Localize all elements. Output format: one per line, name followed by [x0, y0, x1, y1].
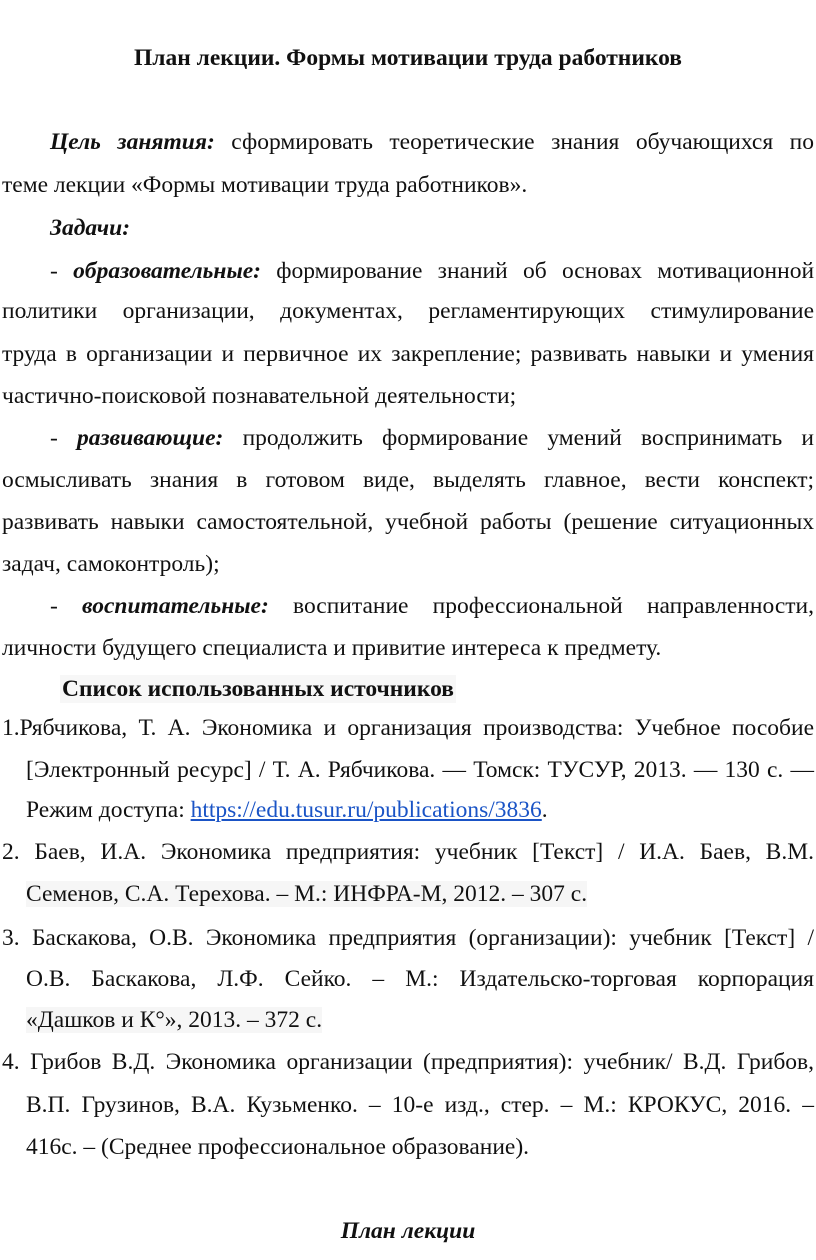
- developing-line-4: задач, самоконтроль);: [2, 551, 220, 577]
- source-1-link[interactable]: https://edu.tusur.ru/publications/3836: [190, 797, 542, 823]
- educational-line-3: труда в организации и первичное их закрепление; развивать навыки и умения: [2, 341, 814, 367]
- goal-line-2: теме лекции «Формы мотивации труда работников».: [2, 172, 528, 198]
- educational-line-1: - образовательные: формирование знаний об основах мотивационной: [50, 258, 815, 284]
- educational-label: образовательные:: [73, 258, 262, 284]
- tasks-label: Задачи:: [50, 215, 131, 241]
- upbringing-label: воспитательные:: [82, 593, 269, 619]
- source-1-line-2: [Электронный ресурс] / Т. А. Рябчикова. — Томск: ТУСУР, 2013. — 130 с. —: [26, 757, 814, 783]
- developing-line-3: развивать навыки самостоятельной, учебной работы (решение ситуационных: [2, 509, 814, 535]
- upbringing-line-2: личности будущего специалиста и привитие интереса к предмету.: [2, 635, 662, 661]
- source-4-line-3: 416с. – (Среднее профессиональное образование).: [26, 1134, 530, 1160]
- goal-line-1: Цель занятия: сформировать теоретические знания обучающихся по: [50, 129, 814, 155]
- source-3-line-2: О.В. Баскакова, Л.Ф. Сейко. – М.: Издательско-торговая корпорация: [26, 966, 814, 992]
- source-4-line-2: В.П. Грузинов, В.А. Кузьменко. – 10-е изд., стер. – М.: КРОКУС, 2016. –: [26, 1092, 814, 1118]
- developing-line-1: - развивающие: продолжить формирование умений воспринимать и: [50, 425, 815, 451]
- educational-line-2: политики организации, документах, регламентирующих стимулирование: [2, 298, 814, 324]
- source-2-line-2: Семенов, С.А. Терехова. – М.: ИНФРА-М, 2012. – 307 с.: [26, 881, 588, 907]
- source-3-line-1: 3. Баскакова, О.В. Экономика предприятия (организации): учебник [Текст] /: [2, 925, 814, 951]
- source-4-line-1: 4. Грибов В.Д. Экономика организации (предприятия): учебник/ В.Д. Грибов,: [2, 1049, 814, 1075]
- sources-heading: Список использованных источников: [62, 676, 454, 702]
- page-title: План лекции. Формы мотивации труда работников: [134, 45, 682, 71]
- developing-line-2: осмысливать знания в готовом виде, выделять главное, вести конспект;: [2, 467, 814, 493]
- goal-label: Цель занятия:: [50, 129, 215, 155]
- educational-line-4: частично-поисковой познавательной деятельности;: [2, 383, 517, 409]
- source-2-line-1: 2. Баев, И.А. Экономика предприятия: учебник [Текст] / И.А. Баев, В.М.: [2, 839, 814, 865]
- source-1-line-3: Режим доступа: https://edu.tusur.ru/publications/3836.: [26, 797, 548, 823]
- upbringing-line-1: - воспитательные: воспитание профессиональной направленности,: [50, 593, 814, 619]
- source-3-line-3: «Дашков и К°», 2013. – 372 с.: [26, 1007, 323, 1033]
- developing-label: развивающие:: [77, 425, 224, 451]
- lecture-plan-title: План лекции: [340, 1218, 476, 1244]
- source-1-line-1: 1.Рябчикова, Т. А. Экономика и организация производства: Учебное пособие: [2, 715, 814, 741]
